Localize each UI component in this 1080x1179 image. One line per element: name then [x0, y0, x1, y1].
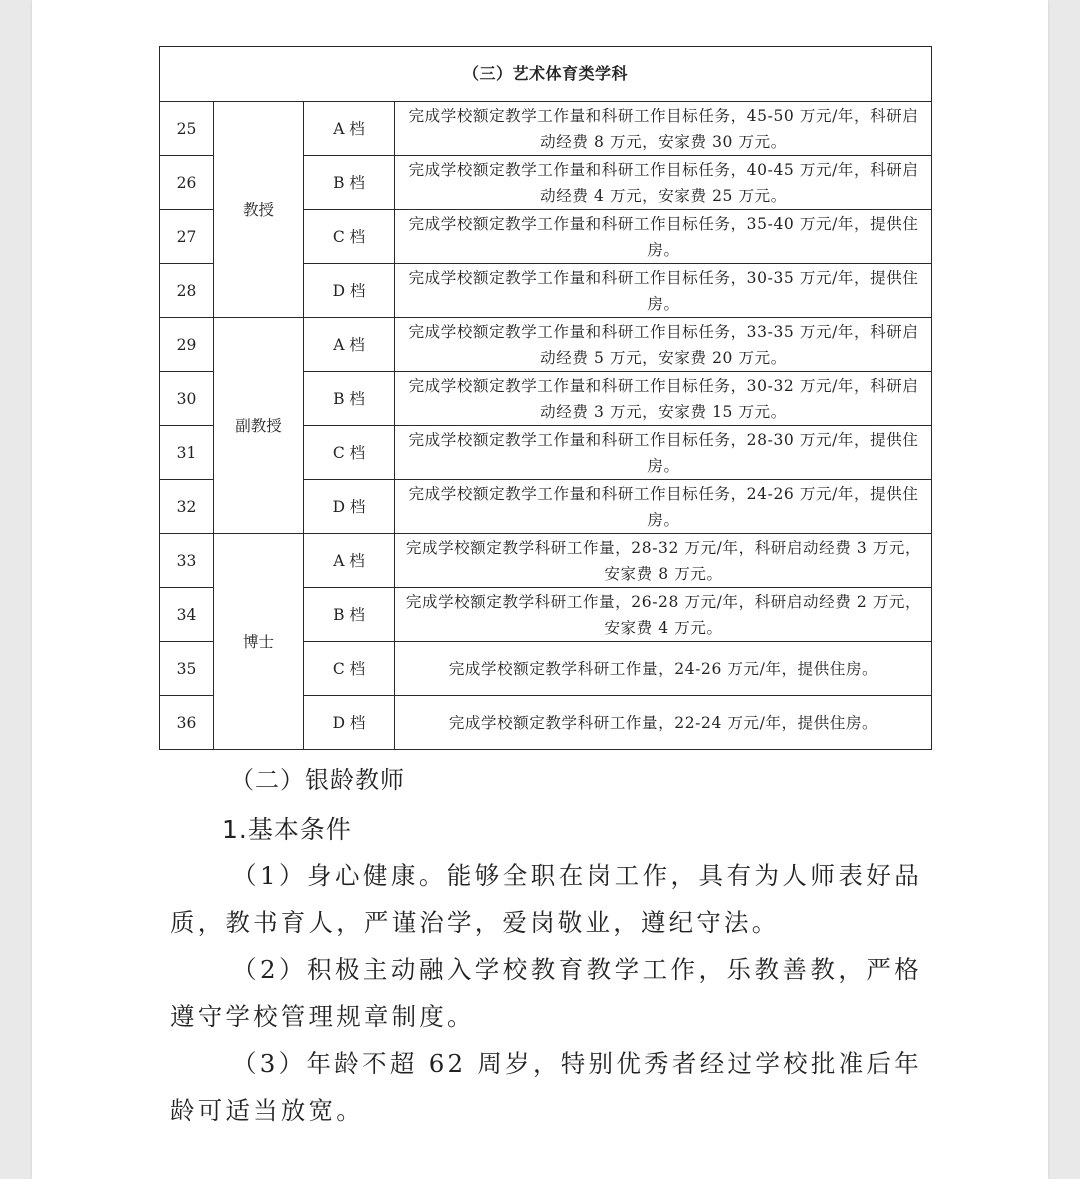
- tier-cell: C 档: [304, 210, 395, 264]
- row-number: 31: [160, 426, 214, 480]
- row-number: 29: [160, 318, 214, 372]
- paragraph: （1）身心健康。能够全职在岗工作，具有为人师表好品质，教书育人，严谨治学，爱岗敬业，遵纪守法。: [170, 861, 922, 937]
- description-cell: 完成学校额定教学工作量和科研工作目标任务，35-40 万元/年，提供住房。: [395, 210, 932, 264]
- description-cell: 完成学校额定教学工作量和科研工作目标任务，28-30 万元/年，提供住房。: [395, 426, 932, 480]
- description-cell: 完成学校额定教学工作量和科研工作目标任务，24-26 万元/年，提供住房。: [395, 480, 932, 534]
- table-row: [160, 318, 932, 372]
- subsection-heading: 1.基本条件: [222, 815, 352, 844]
- tier-cell: D 档: [304, 264, 395, 318]
- row-number: 25: [160, 102, 214, 156]
- section-heading: （二）银龄教师: [230, 766, 405, 794]
- tier-cell: C 档: [304, 426, 395, 480]
- title-rank-cell: 教授: [214, 102, 304, 318]
- description-cell: 完成学校额定教学工作量和科研工作目标任务，33-35 万元/年，科研启动经费 5 万元，安家费 20 万元。: [395, 318, 932, 372]
- paragraph: （2）积极主动融入学校教育教学工作，乐教善教，严格遵守学校管理规章制度。: [170, 955, 922, 1031]
- row-number: 33: [160, 534, 214, 588]
- paragraph: （3）年龄不超 62 周岁，特别优秀者经过学校批准后年龄可适当放宽。: [170, 1049, 922, 1125]
- tier-cell: D 档: [304, 696, 395, 750]
- table-row: [160, 102, 932, 156]
- description-cell: 完成学校额定教学工作量和科研工作目标任务，30-32 万元/年，科研启动经费 3 万元，安家费 15 万元。: [395, 372, 932, 426]
- tier-cell: D 档: [304, 480, 395, 534]
- tier-cell: B 档: [304, 372, 395, 426]
- row-number: 36: [160, 696, 214, 750]
- row-number: 32: [160, 480, 214, 534]
- description-cell: 完成学校额定教学科研工作量，24-26 万元/年，提供住房。: [395, 642, 932, 696]
- description-cell: 完成学校额定教学科研工作量，22-24 万元/年，提供住房。: [395, 696, 932, 750]
- table-title: （三）艺术体育类学科: [160, 47, 932, 102]
- row-number: 35: [160, 642, 214, 696]
- table-row: [160, 534, 932, 588]
- salary-table: [159, 46, 932, 750]
- row-number: 34: [160, 588, 214, 642]
- description-cell: 完成学校额定教学工作量和科研工作目标任务，45-50 万元/年，科研启动经费 8 万元，安家费 30 万元。: [395, 102, 932, 156]
- title-rank-cell: 副教授: [214, 318, 304, 534]
- tier-cell: B 档: [304, 156, 395, 210]
- tier-cell: A 档: [304, 534, 395, 588]
- row-number: 30: [160, 372, 214, 426]
- tier-cell: A 档: [304, 318, 395, 372]
- row-number: 26: [160, 156, 214, 210]
- tier-cell: B 档: [304, 588, 395, 642]
- description-cell: 完成学校额定教学工作量和科研工作目标任务，40-45 万元/年，科研启动经费 4 万元，安家费 25 万元。: [395, 156, 932, 210]
- description-cell: 完成学校额定教学科研工作量，28-32 万元/年，科研启动经费 3 万元，安家费 8 万元。: [395, 534, 932, 588]
- row-number: 28: [160, 264, 214, 318]
- tier-cell: A 档: [304, 102, 395, 156]
- description-cell: 完成学校额定教学科研工作量，26-28 万元/年，科研启动经费 2 万元，安家费 4 万元。: [395, 588, 932, 642]
- description-cell: 完成学校额定教学工作量和科研工作目标任务，30-35 万元/年，提供住房。: [395, 264, 932, 318]
- row-number: 27: [160, 210, 214, 264]
- tier-cell: C 档: [304, 642, 395, 696]
- title-rank-cell: 博士: [214, 534, 304, 750]
